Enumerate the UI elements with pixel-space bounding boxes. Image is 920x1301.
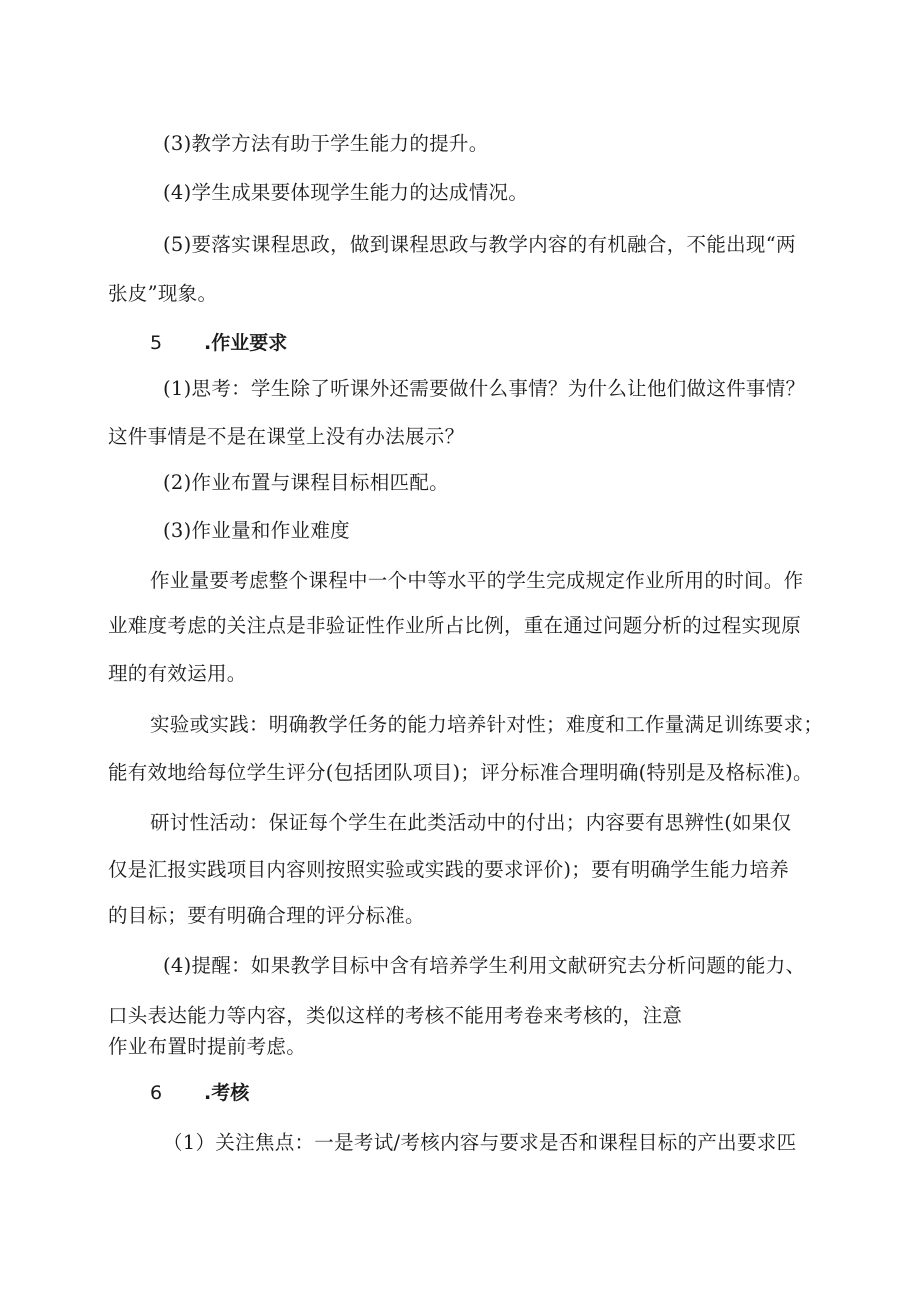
paragraph-line: 业难度考虑的关注点是非验证性作业所占比例，重在通过问题分析的过程实现原: [108, 614, 802, 637]
paragraph-line: 研讨性活动：保证每个学生在此类活动中的付出；内容要有思辨性(如果仅: [150, 811, 792, 834]
paragraph-line: 的目标；要有明确合理的评分标准。: [108, 904, 425, 927]
paragraph-line: (4)提醒：如果教学目标中含有培养学生利用文献研究去分析问题的能力、: [163, 954, 806, 977]
paragraph-line: 作业布置时提前考虑。: [108, 1035, 307, 1058]
paragraph-line: 仅是汇报实践项目内容则按照实验或实践的要求评价)；要有明确学生能力培养: [108, 858, 790, 881]
paragraph-line: （1）关注焦点：一是考试/考核内容与要求是否和课程目标的产出要求匹: [163, 1131, 797, 1154]
paragraph-line: 理的有效运用。: [108, 662, 247, 685]
paragraph-line: 张皮”现象。: [108, 282, 218, 305]
paragraph-line: (5)要落实课程思政，做到课程思政与教学内容的有机融合，不能出现“两: [163, 233, 796, 256]
section-number: 5: [150, 332, 163, 354]
paragraph-line: (1)思考：学生除了听课外还需要做什么事情？为什么让他们做这件事情？: [163, 377, 806, 400]
paragraph-line: (2)作业布置与课程目标相匹配。: [163, 471, 449, 494]
section-title: .作业要求: [204, 332, 288, 354]
paragraph-line: (3)作业量和作业难度: [163, 519, 350, 542]
section-title: .考核: [204, 1082, 250, 1104]
paragraph-line: (3)教学方法有助于学生能力的提升。: [163, 132, 489, 155]
paragraph-line: 能有效地给每位学生评分(包括团队项目)；评分标准合理明确(特别是及格标准)。: [108, 761, 813, 784]
section-number: 6: [150, 1082, 163, 1104]
paragraph-line: 实验或实践：明确教学任务的能力培养针对性；难度和工作量满足训练要求；: [150, 713, 824, 736]
paragraph-line: 这件事情是不是在课堂上没有办法展示？: [108, 425, 465, 448]
paragraph-line: 作业量要考虑整个课程中一个中等水平的学生完成规定作业所用的时间。作: [150, 569, 804, 592]
paragraph-line: 口头表达能力等内容，类似这样的考核不能用考卷来考核的，注意: [108, 1004, 683, 1027]
paragraph-line: (4)学生成果要体现学生能力的达成情况。: [163, 181, 529, 204]
